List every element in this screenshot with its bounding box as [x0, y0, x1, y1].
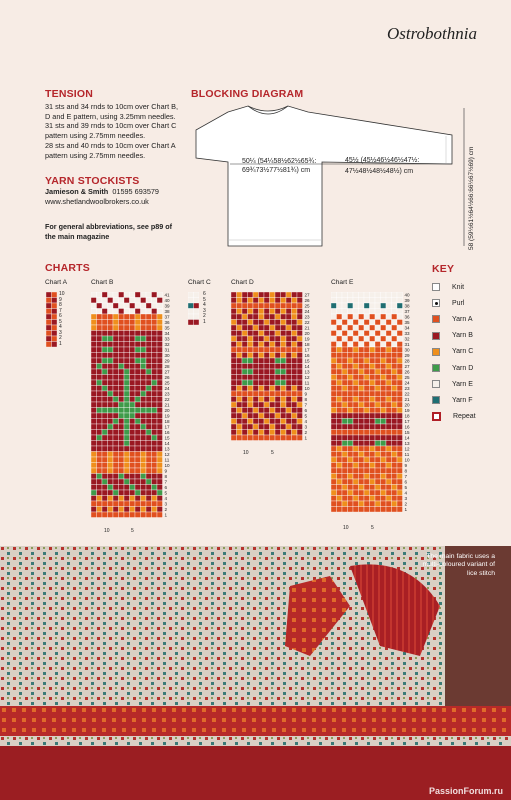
yarn-heading: YARN STOCKISTS	[45, 175, 140, 187]
yarn-website[interactable]: www.shetlandwoolbrokers.co.uk	[45, 196, 149, 206]
svg-text:10: 10	[404, 457, 410, 463]
chart-d-label: Chart D	[231, 279, 254, 286]
svg-text:32: 32	[404, 336, 410, 342]
svg-text:9: 9	[304, 391, 308, 397]
svg-text:23: 23	[404, 386, 410, 392]
sleeve-measure-1: 45½ (45½46½46½47½:	[345, 157, 420, 164]
svg-text:4: 4	[404, 490, 408, 496]
svg-text:10: 10	[304, 386, 310, 392]
svg-text:27: 27	[304, 292, 310, 298]
svg-text:15: 15	[164, 435, 170, 441]
svg-text:13: 13	[404, 441, 410, 447]
knit-swatch	[432, 283, 440, 291]
svg-text:31: 31	[164, 347, 170, 353]
svg-text:11: 11	[404, 452, 410, 458]
svg-text:2: 2	[304, 430, 308, 436]
yarn-b-swatch	[432, 332, 440, 340]
abbreviations-note: For general abbreviations, see p89 of the main magazine	[45, 222, 173, 241]
chart-c-label: Chart C	[188, 279, 211, 286]
svg-text:34: 34	[404, 325, 410, 331]
yarn-d-swatch	[432, 364, 440, 372]
key-item-yarn-a: Yarn A	[432, 311, 502, 327]
svg-text:23: 23	[164, 391, 170, 397]
svg-text:30: 30	[164, 353, 170, 359]
svg-text:10: 10	[164, 463, 170, 469]
key-item-purl: Purl	[432, 295, 502, 311]
svg-text:35: 35	[404, 320, 410, 326]
key-item-yarn-f: Yarn F	[432, 392, 502, 408]
svg-text:13: 13	[304, 369, 310, 375]
svg-text:13: 13	[164, 446, 170, 452]
watermark-logo: PassionForum.ru	[428, 786, 503, 796]
chart-b-col-10: 10	[104, 528, 110, 534]
chart-b-grid	[91, 292, 177, 523]
svg-text:21: 21	[304, 325, 310, 331]
svg-text:20: 20	[304, 331, 310, 337]
svg-text:2: 2	[164, 507, 168, 513]
svg-text:18: 18	[404, 413, 410, 419]
svg-text:29: 29	[404, 353, 410, 359]
svg-text:2: 2	[404, 501, 408, 507]
svg-text:6: 6	[304, 408, 308, 414]
sleeve-measure-2: 47½48½48½48½) cm	[345, 168, 414, 175]
chart-a-grid	[46, 292, 57, 352]
svg-text:11: 11	[164, 457, 170, 463]
svg-text:38: 38	[404, 303, 410, 309]
svg-text:4: 4	[304, 419, 308, 425]
svg-text:27: 27	[164, 369, 170, 375]
svg-text:25: 25	[164, 380, 170, 386]
svg-text:8: 8	[404, 468, 408, 474]
svg-text:36: 36	[164, 320, 170, 326]
svg-text:40: 40	[404, 292, 410, 298]
svg-text:33: 33	[164, 336, 170, 342]
svg-text:38: 38	[164, 309, 170, 315]
svg-text:35: 35	[164, 325, 170, 331]
purl-swatch	[432, 299, 440, 307]
svg-text:37: 37	[404, 309, 410, 315]
svg-text:31: 31	[404, 342, 410, 348]
svg-text:16: 16	[164, 430, 170, 436]
svg-text:24: 24	[164, 386, 170, 392]
yarn-a-swatch	[432, 315, 440, 323]
svg-text:14: 14	[304, 364, 310, 370]
chart-d-grid	[231, 292, 317, 446]
svg-text:22: 22	[404, 391, 410, 397]
chart-e-col-5: 5	[371, 525, 374, 531]
svg-text:14: 14	[164, 441, 170, 447]
yarn-company-line: Jamieson & Smith 01595 693579	[45, 187, 159, 196]
svg-text:32: 32	[164, 342, 170, 348]
svg-text:7: 7	[404, 474, 408, 480]
length-measure: 58 (59½61½64½66:66½67½69) cm	[468, 146, 475, 250]
tension-heading: TENSION	[45, 88, 94, 100]
svg-text:15: 15	[304, 358, 310, 364]
svg-text:3: 3	[404, 496, 408, 502]
tension-section	[45, 88, 185, 160]
svg-text:39: 39	[404, 298, 410, 304]
svg-text:37: 37	[164, 314, 170, 320]
key-item-yarn-e: Yarn E	[432, 376, 502, 392]
svg-text:12: 12	[164, 452, 170, 458]
svg-text:36: 36	[404, 314, 410, 320]
svg-text:28: 28	[404, 358, 410, 364]
svg-text:1: 1	[164, 512, 168, 518]
svg-text:16: 16	[304, 353, 310, 359]
blocking-diagram	[190, 100, 475, 260]
yarn-f-swatch	[432, 396, 440, 404]
svg-text:6: 6	[164, 485, 168, 491]
svg-text:33: 33	[404, 331, 410, 337]
svg-text:22: 22	[164, 397, 170, 403]
svg-text:7: 7	[304, 402, 308, 408]
svg-text:14: 14	[404, 435, 410, 441]
chart-b-col-5: 5	[131, 528, 134, 534]
sweater-photo	[0, 546, 511, 800]
chart-a-label: Chart A	[45, 279, 67, 286]
key-item-yarn-c: Yarn C	[432, 344, 502, 360]
svg-text:19: 19	[164, 413, 170, 419]
svg-text:17: 17	[304, 347, 310, 353]
svg-text:19: 19	[304, 336, 310, 342]
chest-measure-2: 69¾73½77½81¾) cm	[242, 167, 311, 174]
svg-text:21: 21	[164, 402, 170, 408]
svg-text:1: 1	[404, 507, 408, 512]
svg-text:8: 8	[164, 474, 168, 480]
svg-text:22: 22	[304, 320, 310, 326]
chart-a-row-numbers: 10 9 8 7 6 5 4 3 2 1	[59, 291, 65, 347]
svg-text:5: 5	[404, 485, 408, 491]
svg-text:17: 17	[164, 424, 170, 430]
chart-c-row-numbers: 6 5 4 3 2 1	[203, 291, 206, 325]
svg-text:26: 26	[304, 298, 310, 304]
key-heading: KEY	[432, 263, 455, 275]
svg-text:12: 12	[404, 446, 410, 452]
key-item-knit: Knit	[432, 279, 502, 295]
svg-text:28: 28	[164, 364, 170, 370]
svg-text:15: 15	[404, 430, 410, 436]
svg-text:24: 24	[404, 380, 410, 386]
blocking-heading: BLOCKING DIAGRAM	[191, 88, 304, 100]
svg-text:27: 27	[404, 364, 410, 370]
svg-text:24: 24	[304, 309, 310, 315]
svg-text:9: 9	[404, 463, 408, 469]
svg-text:12: 12	[304, 375, 310, 381]
svg-text:9: 9	[164, 468, 168, 474]
key-item-repeat: Repeat	[432, 409, 502, 425]
svg-text:5: 5	[304, 413, 308, 419]
chart-c-grid	[188, 292, 199, 330]
page-title: Ostrobothnia	[386, 24, 477, 43]
chart-e-label: Chart E	[331, 279, 354, 286]
svg-text:40: 40	[164, 298, 170, 304]
svg-text:26: 26	[164, 375, 170, 381]
chart-b-label: Chart B	[91, 279, 114, 286]
svg-text:1: 1	[304, 435, 308, 441]
svg-text:5: 5	[164, 490, 168, 496]
chart-key	[432, 263, 502, 425]
svg-text:18: 18	[164, 419, 170, 425]
chart-d-col-5: 5	[271, 450, 274, 456]
svg-text:39: 39	[164, 303, 170, 309]
yarn-section	[45, 175, 195, 206]
tension-text: 31 sts and 34 rnds to 10cm over Chart B, D and E pattern, using 3.25mm needles. 31 sts and 39 rnds to 10cm over Chart C pattern using 2.75mm needles. 28 sts and 40 rnds to 10cm over Chart A pattern using 2.75mm needles.	[45, 102, 179, 160]
svg-text:29: 29	[164, 358, 170, 364]
svg-text:41: 41	[164, 292, 170, 298]
svg-text:17: 17	[404, 419, 410, 425]
chart-e-grid	[331, 292, 417, 517]
svg-text:7: 7	[164, 479, 168, 485]
svg-text:8: 8	[304, 397, 308, 403]
key-item-yarn-d: Yarn D	[432, 360, 502, 376]
chart-e-col-10: 10	[343, 525, 349, 531]
svg-text:3: 3	[304, 424, 308, 430]
key-item-yarn-b: Yarn B	[432, 328, 502, 344]
svg-text:20: 20	[404, 402, 410, 408]
svg-text:11: 11	[304, 380, 310, 386]
svg-text:23: 23	[304, 314, 310, 320]
yarn-c-swatch	[432, 348, 440, 356]
svg-text:3: 3	[164, 501, 168, 507]
svg-text:30: 30	[404, 347, 410, 353]
svg-text:4: 4	[164, 496, 168, 502]
svg-text:21: 21	[404, 397, 410, 403]
svg-text:34: 34	[164, 331, 170, 337]
svg-text:25: 25	[304, 303, 310, 309]
yarn-e-swatch	[432, 380, 440, 388]
chest-measure-1: 50¼ (54¼58½62½65¾:	[242, 158, 317, 165]
svg-text:16: 16	[404, 424, 410, 430]
svg-text:25: 25	[404, 375, 410, 381]
repeat-swatch	[432, 412, 441, 421]
svg-text:19: 19	[404, 408, 410, 414]
svg-text:6: 6	[404, 479, 408, 485]
svg-text:20: 20	[164, 408, 170, 414]
svg-text:26: 26	[404, 369, 410, 375]
svg-text:18: 18	[304, 342, 310, 348]
photo-caption: The main fabric uses a multi-coloured variant of lice stitch	[422, 553, 495, 577]
charts-heading: CHARTS	[45, 262, 90, 274]
chart-d-col-10: 10	[243, 450, 249, 456]
